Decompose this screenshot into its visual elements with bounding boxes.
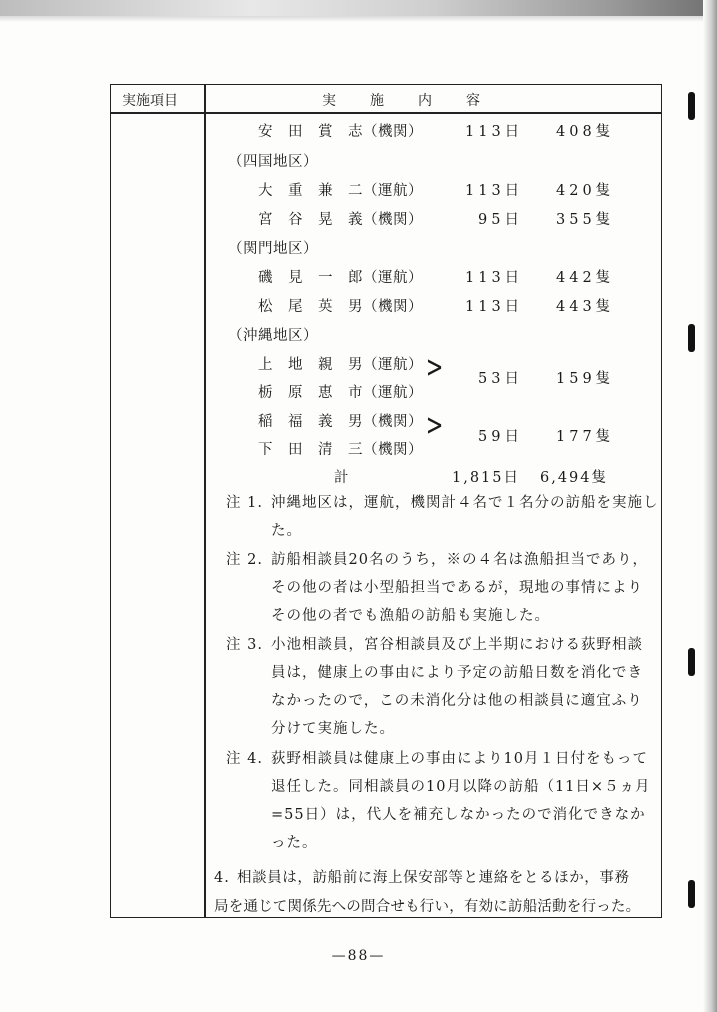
- note-label: 注 2.: [226, 552, 263, 568]
- vessel-count: 355隻: [556, 212, 615, 228]
- note-line: =55日）は，代人を補充しなかったので消化できなか: [271, 807, 646, 823]
- header-implementation-item: 実施項目: [122, 93, 178, 109]
- note-line: た。: [271, 523, 302, 539]
- region-label: （沖縄地区）: [228, 328, 318, 344]
- visit-days: 113日: [465, 183, 524, 199]
- vessel-count: 442隻: [556, 270, 615, 286]
- binding-hole-mark: [688, 880, 695, 908]
- vessel-count: 443隻: [556, 299, 615, 315]
- header-implementation-content: 実 施 内 容: [322, 93, 482, 109]
- item-text-line: 局を通じて関係先への問合せも行い，有効に訪船活動を行った。: [214, 899, 641, 915]
- vessel-count: 159隻: [556, 371, 615, 387]
- total-days: 1,815日: [452, 470, 521, 486]
- staff-name: 宮 谷 晃 義（機関）: [258, 212, 423, 228]
- note-line: 退任した。同相談員の10月以降の訪船（11日×５ヵ月: [271, 779, 651, 795]
- staff-name: 松 尾 英 男（機関）: [258, 299, 423, 315]
- vessel-count: 408隻: [556, 124, 615, 140]
- note-label: 注 4.: [226, 751, 263, 767]
- total-vessels: 6,494隻: [540, 470, 609, 486]
- vessel-count: 177隻: [556, 429, 615, 445]
- note-line: 沖縄地区は，運航，機関計４名で１名分の訪船を実施し: [271, 495, 659, 511]
- region-label: （四国地区）: [228, 154, 318, 170]
- staff-name: 栃 原 恵 市（運航）: [258, 385, 423, 401]
- note-line: その他の者は小型船担当であるが，現地の事情により: [271, 580, 643, 596]
- total-label: 計: [334, 470, 349, 486]
- scan-edge-top: [0, 0, 717, 16]
- scan-edge-right: [703, 0, 717, 1012]
- column-divider: [204, 84, 206, 918]
- note-line: その他の者でも漁船の訪船も実施した。: [271, 608, 550, 624]
- staff-name: 大 重 兼 二（運航）: [258, 183, 423, 199]
- note-line: 訪船相談員20名のうち，※の４名は漁船担当であり，: [271, 552, 648, 568]
- visit-days: 113日: [465, 124, 524, 140]
- note-label: 注 3.: [226, 637, 263, 653]
- staff-name: 上 地 親 男（運航）: [258, 357, 423, 373]
- visit-days: 95日: [478, 212, 523, 228]
- note-line: 分けて実施した。: [271, 721, 395, 737]
- staff-name: 磯 見 一 郎（運航）: [258, 270, 423, 286]
- staff-name: 下 田 清 三（機関）: [258, 442, 423, 458]
- item-text-line: 相談員は，訪船前に海上保安部等と連絡をとるほか，事務: [237, 870, 630, 886]
- binding-hole-mark: [688, 324, 695, 352]
- note-line: なかったので，この未消化分は他の相談員に適宜ふり: [271, 693, 643, 709]
- visit-days: 59日: [478, 429, 523, 445]
- binding-hole-mark: [688, 648, 695, 676]
- scan-shadow-top: [0, 16, 717, 22]
- group-bracket: >: [425, 350, 444, 385]
- header-divider: [110, 112, 662, 114]
- staff-name: 稲 福 義 男（機関）: [258, 414, 423, 430]
- group-bracket: >: [425, 408, 444, 443]
- region-label: （関門地区）: [228, 241, 318, 257]
- visit-days: 113日: [465, 299, 524, 315]
- note-line: った。: [271, 835, 318, 851]
- note-label: 注 1.: [226, 495, 263, 511]
- item-number: 4.: [214, 870, 230, 886]
- staff-name: 安 田 賞 志（機関）: [258, 124, 423, 140]
- visit-days: 113日: [465, 270, 524, 286]
- vessel-count: 420隻: [556, 183, 615, 199]
- note-line: 小池相談員，宮谷相談員及び上半期における荻野相談: [271, 637, 643, 653]
- note-line: 員は，健康上の事由により予定の訪船日数を消化でき: [271, 665, 643, 681]
- page-number: —88—: [331, 948, 386, 964]
- note-line: 荻野相談員は健康上の事由により10月１日付をもって: [271, 751, 648, 767]
- binding-hole-mark: [688, 92, 695, 120]
- visit-days: 53日: [478, 371, 523, 387]
